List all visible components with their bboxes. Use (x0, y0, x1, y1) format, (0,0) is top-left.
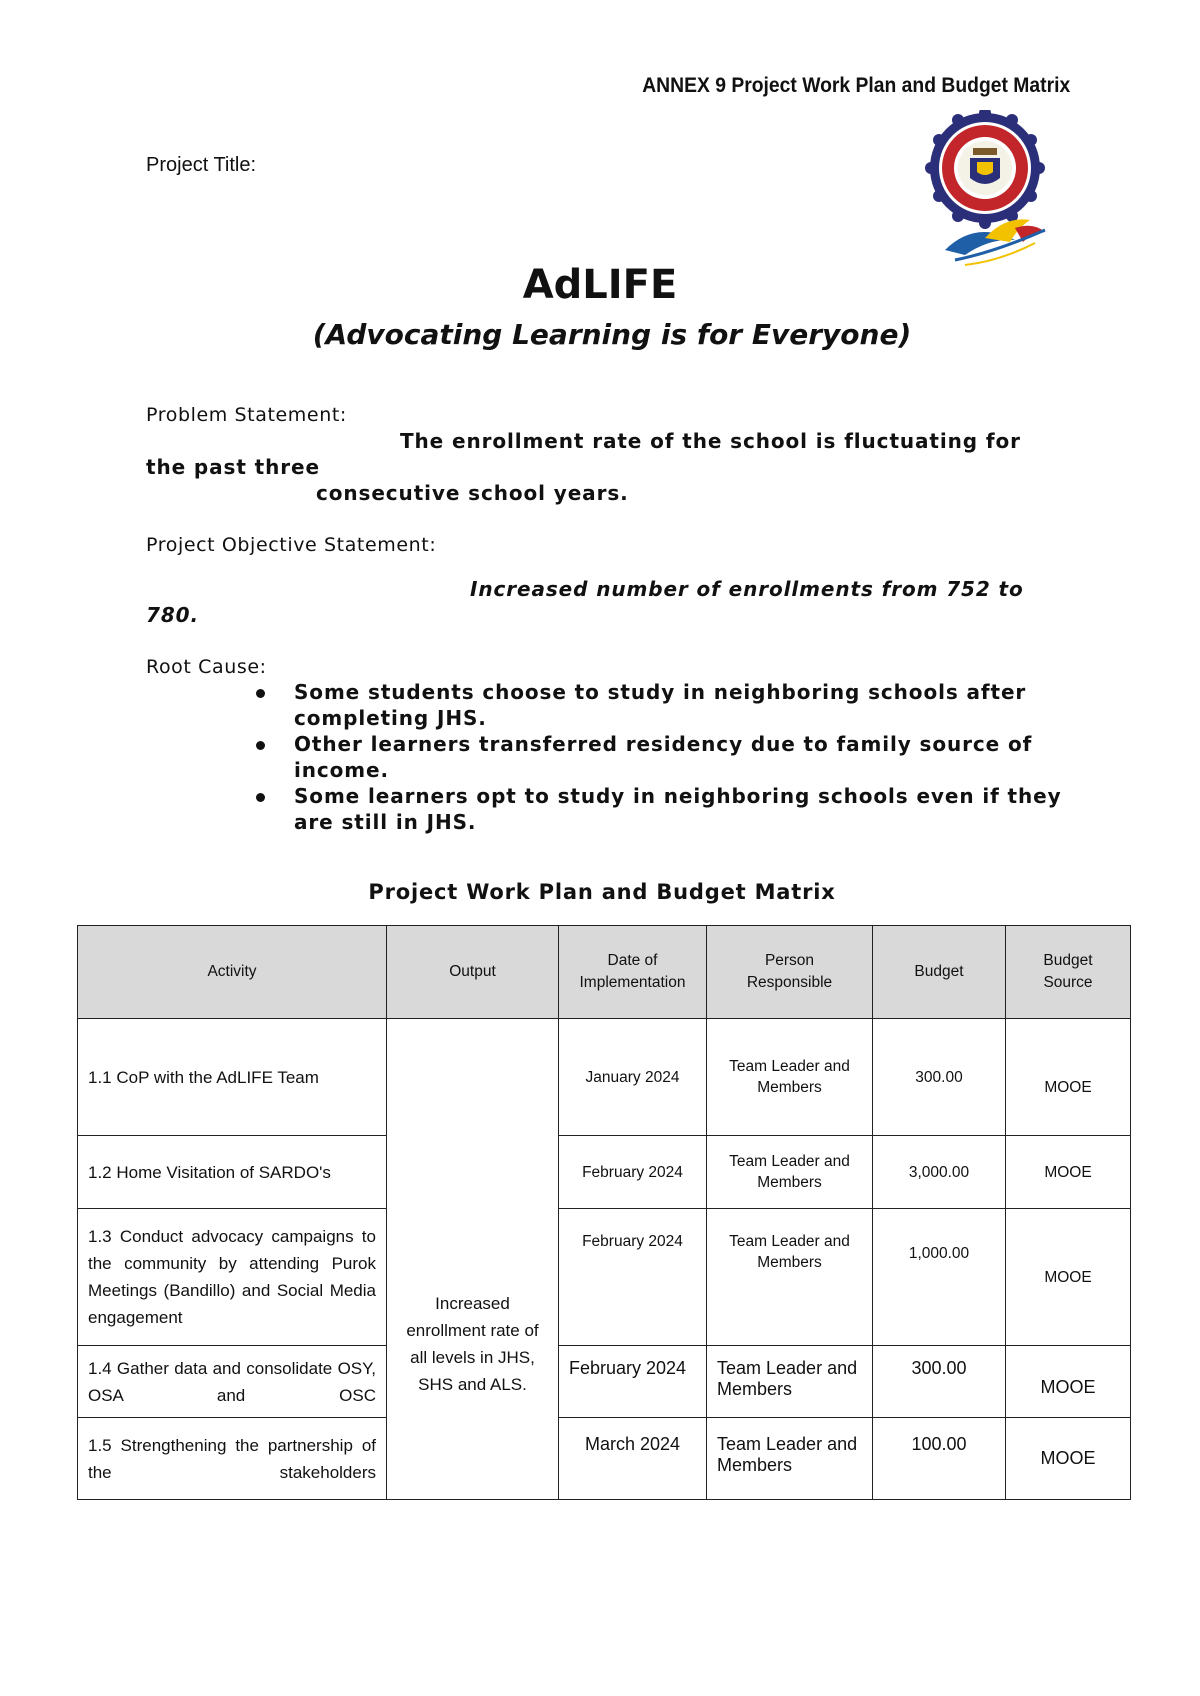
date-cell: February 2024 (559, 1346, 707, 1418)
bullet-icon (256, 793, 265, 802)
bullet-icon (256, 689, 265, 698)
objective-statement-label: Project Objective Statement: (146, 534, 437, 556)
date-cell: March 2024 (559, 1418, 707, 1500)
problem-line-1: The enrollment rate of the school is fluctuating for (400, 429, 1021, 453)
activity-cell: 1.4 Gather data and consolidate OSY, OSA and OSC (78, 1346, 387, 1418)
bullet-icon (256, 741, 265, 750)
header-date: Date of Implementation (559, 926, 707, 1019)
activity-cell: 1.5 Strengthening the partnership of the stakeholders (78, 1418, 387, 1500)
shine-bird-icon (945, 219, 1045, 265)
table-header-row (78, 926, 1131, 1019)
annex-title: ANNEX 9 Project Work Plan and Budget Matrix (642, 74, 1070, 97)
work-plan-table (77, 925, 1131, 1500)
table-row (78, 1418, 1131, 1500)
date-cell: February 2024 (559, 1209, 707, 1346)
problem-statement-text (146, 428, 1046, 506)
date-cell: February 2024 (559, 1136, 707, 1209)
source-cell: MOOE (1006, 1346, 1131, 1418)
budget-cell: 100.00 (873, 1418, 1006, 1500)
objective-line-1: Increased number of enrollments from 752 to (470, 577, 1024, 601)
person-cell: Team Leader and Members (707, 1209, 873, 1346)
source-cell: MOOE (1006, 1136, 1131, 1209)
problem-statement-label: Problem Statement: (146, 404, 347, 426)
table-row (78, 1209, 1131, 1346)
date-cell: January 2024 (559, 1019, 707, 1136)
header-activity: Activity (78, 926, 387, 1019)
budget-cell: 3,000.00 (873, 1136, 1006, 1209)
root-cause-label: Root Cause: (146, 656, 267, 678)
root-cause-item: Some learners opt to study in neighboring schools even if they are still in JHS. (294, 784, 1062, 834)
output-cell: Increased enrollment rate of all levels in JHS, SHS and ALS. (387, 1019, 559, 1500)
person-cell: Team Leader and Members (707, 1418, 873, 1500)
root-cause-list (246, 679, 1086, 835)
activity-cell: 1.2 Home Visitation of SARDO's (78, 1136, 387, 1209)
person-cell: Team Leader and Members (707, 1136, 873, 1209)
header-source: Budget Source (1006, 926, 1131, 1019)
table-row (78, 1136, 1131, 1209)
root-cause-item: Other learners transferred residency due to family source of income. (294, 732, 1033, 782)
person-cell: Team Leader and Members (707, 1346, 873, 1418)
list-item (246, 679, 1086, 731)
person-cell: Team Leader and Members (707, 1019, 873, 1136)
problem-line-3: consecutive school years. (316, 481, 629, 505)
budget-cell: 300.00 (873, 1019, 1006, 1136)
budget-cell: 1,000.00 (873, 1209, 1006, 1346)
project-title-label: Project Title: (146, 154, 257, 176)
header-budget: Budget (873, 926, 1006, 1019)
source-cell: MOOE (1006, 1418, 1131, 1500)
school-seal-logo (925, 110, 1075, 275)
project-subtitle: (Advocating Learning is for Everyone) (312, 318, 912, 351)
objective-line-2: 780. (146, 603, 199, 627)
seal-icon (925, 110, 1045, 229)
source-cell: MOOE (1006, 1019, 1131, 1136)
header-output: Output (387, 926, 559, 1019)
header-person: Person Responsible (707, 926, 873, 1019)
list-item (246, 731, 1086, 783)
table-row (78, 1019, 1131, 1136)
matrix-title: Project Work Plan and Budget Matrix (368, 880, 836, 904)
list-item (246, 783, 1086, 835)
table-row (78, 1346, 1131, 1418)
problem-line-2: the past three (146, 455, 320, 479)
objective-statement-text (146, 576, 1046, 628)
project-name: AdLIFE (522, 262, 678, 308)
activity-cell: 1.1 CoP with the AdLIFE Team (78, 1019, 387, 1136)
activity-cell: 1.3 Conduct advocacy campaigns to the community by attending Purok Meetings (Bandillo) and Social Media engagement (78, 1209, 387, 1346)
source-cell: MOOE (1006, 1209, 1131, 1346)
root-cause-item: Some students choose to study in neighboring schools after completing JHS. (294, 680, 1027, 730)
budget-cell: 300.00 (873, 1346, 1006, 1418)
